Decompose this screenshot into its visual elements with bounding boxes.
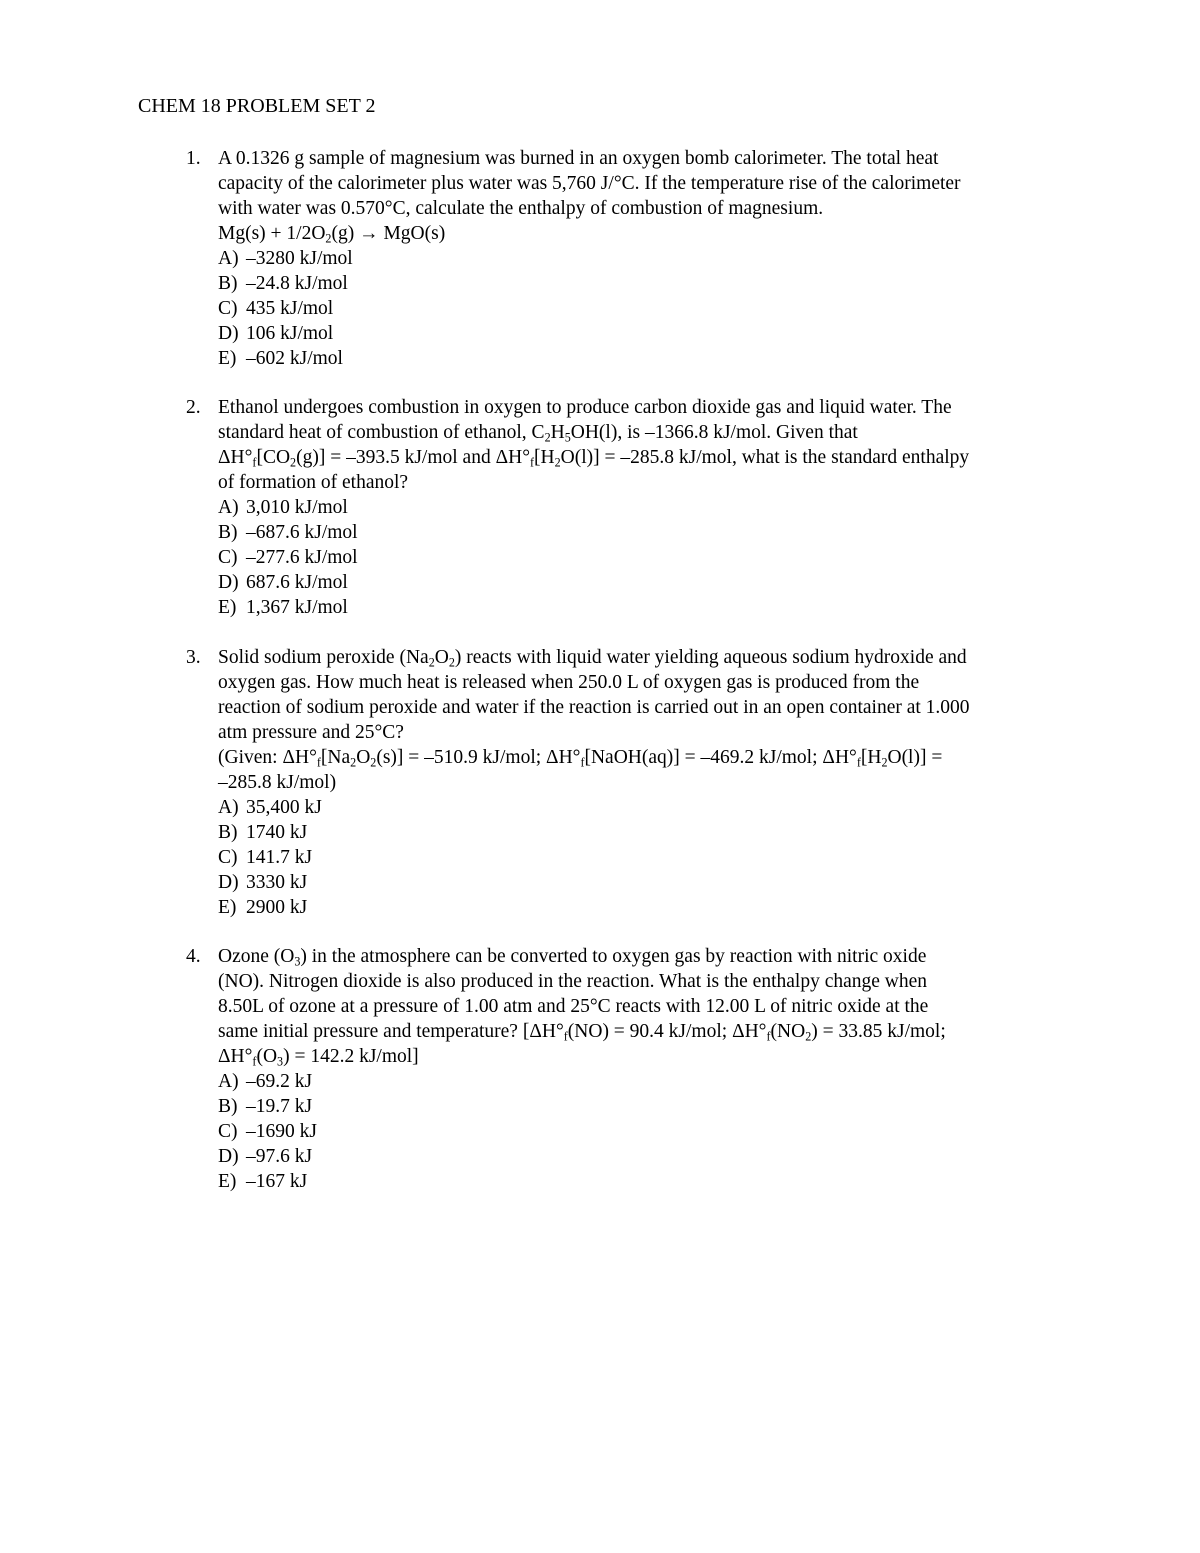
text-run: Solid sodium peroxide (Na: [218, 647, 429, 668]
subscript: f: [856, 755, 861, 770]
option-text: –97.6 kJ: [246, 1146, 313, 1167]
answer-option: [218, 570, 1066, 595]
subscript: 2: [325, 231, 332, 246]
subscript: f: [530, 455, 535, 470]
text-run: (NO: [770, 1021, 806, 1042]
subscript: 2: [881, 755, 888, 770]
text-run: [NaOH(aq)] = –469.2 kJ/mol; ΔH°: [584, 747, 857, 768]
option-letter: A): [218, 248, 239, 269]
question-3: [186, 645, 1066, 920]
text-run: (NO) = 90.4 kJ/mol; ΔH°: [567, 1021, 767, 1042]
answer-option: [218, 495, 1066, 520]
option-letter: D): [218, 872, 239, 893]
text-run: Ozone (O: [218, 946, 295, 967]
answer-option: [218, 1094, 1066, 1119]
option-text: 141.7 kJ: [246, 847, 313, 868]
text-run: standard heat of combustion of ethanol, C: [218, 422, 545, 443]
text-run: OH(l), is –1366.8 kJ/mol. Given that: [570, 422, 858, 443]
option-letter: D): [218, 323, 239, 344]
document-title: CHEM 18 PROBLEM SET 2: [138, 95, 376, 117]
option-text: 35,400 kJ: [246, 797, 322, 818]
question-text-line: [218, 445, 1066, 470]
text-run: (g)] = –393.5 kJ/mol and ΔH°: [296, 447, 530, 468]
subscript: 2: [428, 655, 435, 670]
question-text-line: Ethanol undergoes combustion in oxygen to produce carbon dioxide gas and liquid water. The: [218, 397, 952, 418]
option-text: –167 kJ: [246, 1171, 308, 1192]
text-run: H: [550, 422, 565, 443]
subscript: f: [252, 455, 257, 470]
question-2: [186, 395, 1066, 620]
subscript: f: [563, 1029, 568, 1044]
text-run: O: [356, 747, 371, 768]
option-letter: E): [218, 1171, 237, 1192]
option-text: –69.2 kJ: [246, 1071, 313, 1092]
question-number: 4.: [186, 946, 201, 967]
text-run: (Given: ΔH°: [218, 747, 317, 768]
option-letter: B): [218, 273, 238, 294]
answer-option: [218, 870, 1066, 895]
option-letter: A): [218, 1071, 239, 1092]
option-text: 1740 kJ: [246, 822, 308, 843]
option-letter: E): [218, 597, 237, 618]
text-run: [Na: [320, 747, 351, 768]
subscript: 2: [805, 1029, 812, 1044]
answer-option: [218, 1069, 1066, 1094]
option-text: –24.8 kJ/mol: [246, 273, 348, 294]
answer-option: [218, 795, 1066, 820]
option-letter: C): [218, 298, 238, 319]
question-text-line: capacity of the calorimeter plus water was 5,760 J/°C. If the temperature rise of the calorimeter: [218, 173, 961, 194]
option-text: –687.6 kJ/mol: [246, 522, 358, 543]
subscript: f: [766, 1029, 771, 1044]
subscript: f: [252, 1054, 257, 1069]
subscript: f: [316, 755, 321, 770]
option-text: 2900 kJ: [246, 897, 308, 918]
question-text-line: with water was 0.570°C, calculate the enthalpy of combustion of magnesium.: [218, 198, 824, 219]
question-body: [218, 645, 1066, 920]
text-run: O(l)] = –285.8 kJ/mol, what is the standard enthalpy: [560, 447, 970, 468]
text-run: ) = 33.85 kJ/mol;: [811, 1021, 946, 1042]
text-run: ΔH°: [218, 1046, 253, 1067]
text-run: O: [434, 647, 449, 668]
option-letter: D): [218, 1146, 239, 1167]
subscript: 2: [554, 455, 561, 470]
subscript: 2: [448, 655, 455, 670]
answer-option: [218, 271, 1066, 296]
answer-option: [218, 1119, 1066, 1144]
answer-option: [218, 321, 1066, 346]
question-body: [218, 944, 1066, 1194]
option-text: –19.7 kJ: [246, 1096, 313, 1117]
option-text: –1690 kJ: [246, 1121, 317, 1142]
option-letter: A): [218, 497, 239, 518]
reaction-equation: [218, 221, 1066, 246]
text-run: [CO: [256, 447, 291, 468]
question-text-line: [218, 645, 1066, 670]
question-text-line: A 0.1326 g sample of magnesium was burned in an oxygen bomb calorimeter. The total heat: [218, 148, 939, 169]
question-number: 3.: [186, 647, 201, 668]
option-text: 687.6 kJ/mol: [246, 572, 348, 593]
question-body: [218, 146, 1066, 371]
text-run: ) reacts with liquid water yielding aqueous sodium hydroxide and: [454, 647, 967, 668]
question-text-line: [218, 745, 1066, 770]
option-letter: B): [218, 822, 238, 843]
question-body: [218, 395, 1066, 620]
option-text: –602 kJ/mol: [246, 348, 343, 369]
option-letter: B): [218, 1096, 238, 1117]
question-text-line: atm pressure and 25°C?: [218, 722, 404, 743]
answer-option: [218, 296, 1066, 321]
option-text: –3280 kJ/mol: [246, 248, 353, 269]
option-text: 435 kJ/mol: [246, 298, 334, 319]
subscript: 2: [290, 455, 297, 470]
option-letter: C): [218, 1121, 238, 1142]
option-text: 3330 kJ: [246, 872, 308, 893]
question-number: 1.: [186, 148, 201, 169]
subscript: 3: [277, 1054, 284, 1069]
subscript: 5: [564, 430, 571, 445]
subscript: 3: [294, 954, 301, 969]
option-text: 3,010 kJ/mol: [246, 497, 348, 518]
answer-option: [218, 895, 1066, 920]
option-letter: E): [218, 348, 237, 369]
text-run: [H: [534, 447, 555, 468]
question-1: [186, 146, 1066, 371]
option-text: –277.6 kJ/mol: [246, 547, 358, 568]
option-letter: E): [218, 897, 237, 918]
answer-option: [218, 820, 1066, 845]
answer-option: [218, 1169, 1066, 1194]
option-letter: C): [218, 847, 238, 868]
subscript: 2: [350, 755, 357, 770]
text-run: O(l)] =: [887, 747, 943, 768]
question-text-line: [218, 944, 1066, 969]
question-text-line: [218, 420, 1066, 445]
question-text-line: –285.8 kJ/mol): [218, 772, 337, 793]
option-text: 1,367 kJ/mol: [246, 597, 348, 618]
question-text-line: reaction of sodium peroxide and water if the reaction is carried out in an open container at 1.000: [218, 697, 970, 718]
option-text: 106 kJ/mol: [246, 323, 334, 344]
text-run: (s)] = –510.9 kJ/mol; ΔH°: [376, 747, 581, 768]
option-letter: D): [218, 572, 239, 593]
answer-option: [218, 545, 1066, 570]
subscript: 2: [544, 430, 551, 445]
text-run: same initial pressure and temperature? [ΔH°: [218, 1021, 564, 1042]
text-run: (g) → MgO(s): [331, 223, 446, 244]
answer-option: [218, 595, 1066, 620]
text-run: ΔH°: [218, 447, 253, 468]
question-number: 2.: [186, 397, 201, 418]
answer-option: [218, 520, 1066, 545]
option-letter: B): [218, 522, 238, 543]
question-text-line: of formation of ethanol?: [218, 472, 409, 493]
subscript: 2: [370, 755, 377, 770]
text-run: (O: [256, 1046, 278, 1067]
text-run: ) in the atmosphere can be converted to oxygen gas by reaction with nitric oxide: [300, 946, 927, 967]
answer-option: [218, 246, 1066, 271]
answer-option: [218, 1144, 1066, 1169]
text-run: [H: [860, 747, 882, 768]
text-run: ) = 142.2 kJ/mol]: [283, 1046, 419, 1067]
text-run: Mg(s) + 1/2O: [218, 223, 326, 244]
answer-option: [218, 845, 1066, 870]
question-4: [186, 944, 1066, 1194]
option-letter: A): [218, 797, 239, 818]
question-text-line: [218, 1044, 1066, 1069]
question-text-line: oxygen gas. How much heat is released when 250.0 L of oxygen gas is produced from the: [218, 672, 920, 693]
question-text-line: 8.50L of ozone at a pressure of 1.00 atm and 25°C reacts with 12.00 L of nitric oxide at the: [218, 996, 929, 1017]
question-text-line: (NO). Nitrogen dioxide is also produced in the reaction. What is the enthalpy change when: [218, 971, 928, 992]
option-letter: C): [218, 547, 238, 568]
subscript: f: [580, 755, 585, 770]
question-text-line: [218, 1019, 1066, 1044]
answer-option: [218, 346, 1066, 371]
